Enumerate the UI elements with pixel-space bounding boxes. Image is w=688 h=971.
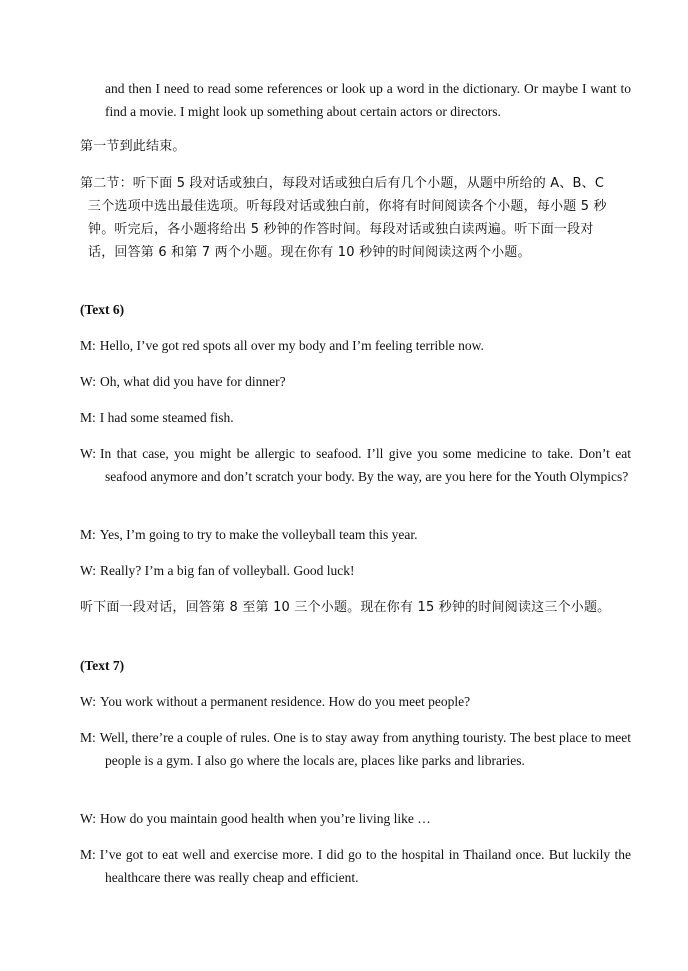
- dialogue-text: Hello, I’ve got red spots all over my body and I’m feeling terrible now.: [99, 338, 484, 353]
- dialogue-line: [80, 371, 631, 394]
- dialogue-line: [80, 443, 631, 488]
- intro-continuation: and then I need to read some references or look up a word in the dictionary. Or maybe I want to find a movie. I might look up something about certain actors or directors.: [105, 81, 631, 119]
- dialogue-text: Well, there’re a couple of rules. One is to stay away from anything touristy. The best place to meet people is a gym. I also go where the locals are, places like parks and libraries.: [99, 730, 632, 768]
- dialogue-text: Really? I’m a big fan of volleyball. Good luck!: [100, 563, 355, 578]
- dialogue-text: How do you maintain good health when you’re living like …: [100, 811, 431, 826]
- dialogue-text: I’ve got to eat well and exercise more. I did go to the hospital in Thailand once. But luckily the healthcare there was really cheap and efficient.: [99, 847, 631, 885]
- dialogue-text: In that case, you might be allergic to seafood. I’ll give you some medicine to take. Don’t eat seafood anymore and don’t scratch your body. By the way, are you here for the Youth Olympics?: [100, 446, 631, 484]
- speaker-label: W:: [80, 694, 96, 709]
- speaker-label: W:: [80, 446, 96, 461]
- text7-heading: (Text 7): [80, 658, 125, 673]
- dialogue-text: You work without a permanent residence. How do you meet people?: [100, 694, 471, 709]
- speaker-label: M:: [80, 847, 96, 862]
- speaker-label: W:: [80, 811, 96, 826]
- dialogue-text: I had some steamed fish.: [99, 410, 234, 425]
- speaker-label: W:: [80, 374, 96, 389]
- section1-end-note: 第一节到此结束。: [80, 139, 186, 154]
- dialogue-line: [80, 727, 631, 772]
- dialogue-text: Oh, what did you have for dinner?: [100, 374, 286, 389]
- dialogue-line: [80, 808, 631, 831]
- dialogue-line: [80, 560, 631, 583]
- text6-heading: (Text 6): [80, 302, 125, 317]
- speaker-label: M:: [80, 730, 96, 745]
- text7-instructions: 听下面一段对话，回答第 8 至第 10 三个小题。现在你有 15 秒钟的时间阅读这三个小题。: [80, 600, 611, 615]
- speaker-label: M:: [80, 527, 96, 542]
- speaker-label: W:: [80, 563, 96, 578]
- speaker-label: M:: [80, 410, 96, 425]
- dialogue-line: [80, 691, 631, 714]
- section2-instructions: 第二节：听下面 5 段对话或独白，每段对话或独白后有几个小题，从题中所给的 A、B、C 三个选项中选出最佳选项。听每段对话或独白前，你将有时间阅读各个小题，每小题 5 秒钟。听完后，各小题将给出 5 秒钟的作答时间。每段对话或独白读两遍。听下面一段对话，回答第 6 和第 7 两个小题。现在你有 10 秒钟的时间阅读这两个小题。: [80, 176, 607, 260]
- dialogue-line: [80, 335, 631, 358]
- dialogue-text: Yes, I’m going to try to make the volleyball team this year.: [99, 527, 418, 542]
- speaker-label: M:: [80, 338, 96, 353]
- dialogue-line: [80, 407, 631, 430]
- dialogue-line: [80, 844, 631, 889]
- dialogue-line: [80, 524, 631, 547]
